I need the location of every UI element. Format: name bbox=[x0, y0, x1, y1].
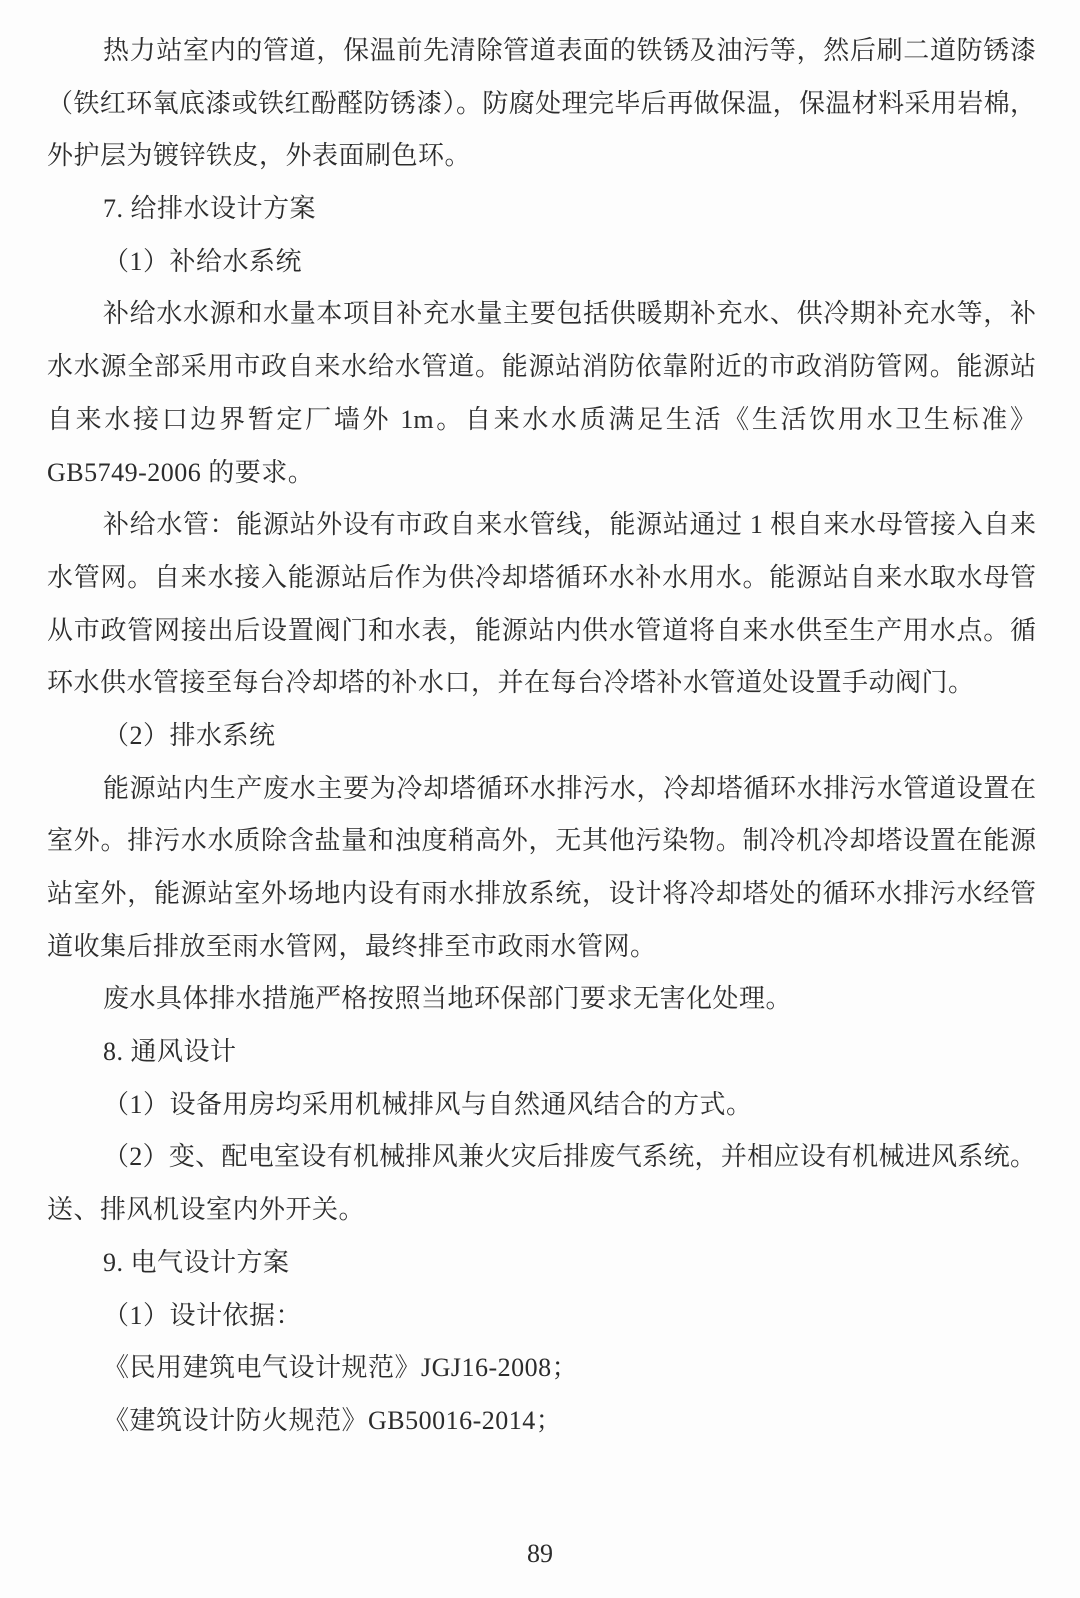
document-line: 外护层为镀锌铁皮，外表面刷色环。 bbox=[47, 141, 472, 171]
document-line: 自来水接口边界暂定厂墙外 1m。自来水水质满足生活《生活饮用水卫生标准》 bbox=[47, 404, 1036, 434]
document-line: 水管网。自来水接入能源站后作为供冷却塔循环水补水用水。能源站自来水取水母管 bbox=[47, 562, 1036, 592]
subsection-heading-makeup-water-system: （1）补给水系统 bbox=[103, 246, 303, 276]
document-line: 热力站室内的管道，保温前先清除管道表面的铁锈及油污等，然后刷二道防锈漆 bbox=[103, 36, 1036, 65]
reference-standard-jgj16: 《民用建筑电气设计规范》JGJ16-2008； bbox=[103, 1353, 579, 1383]
page-number: 89 bbox=[527, 1539, 553, 1568]
section-heading-ventilation: 8. 通风设计 bbox=[103, 1037, 237, 1067]
document-line: （铁红环氧底漆或铁红酚醛防锈漆）。防腐处理完毕后再做保温，保温材料采用岩棉， bbox=[47, 88, 1036, 118]
section-heading-electrical: 9. 电气设计方案 bbox=[103, 1247, 290, 1277]
reference-standard-gb50016: 《建筑设计防火规范》GB50016-2014； bbox=[103, 1405, 563, 1435]
document-line: 送、排风机设室内外开关。 bbox=[47, 1195, 366, 1225]
subsection-heading-drainage-system: （2）排水系统 bbox=[103, 720, 276, 750]
document-line: 补给水管：能源站外设有市政自来水管线，能源站通过 1 根自来水母管接入自来 bbox=[103, 510, 1036, 540]
document-line: （1）设备用房均采用机械排风与自然通风结合的方式。 bbox=[103, 1089, 753, 1119]
document-line: 水水源全部采用市政自来水给水管道。能源站消防依靠附近的市政消防管网。能源站 bbox=[47, 352, 1036, 382]
document-line: （2）变、配电室设有机械排风兼火灾后排废气系统，并相应设有机械进风系统。 bbox=[103, 1142, 1036, 1172]
document-line: 道收集后排放至雨水管网，最终排至市政雨水管网。 bbox=[47, 931, 657, 961]
document-line: 能源站内生产废水主要为冷却塔循环水排污水，冷却塔循环水排污水管道设置在 bbox=[103, 773, 1036, 803]
document-line: 站室外，能源站室外场地内设有雨水排放系统，设计将冷却塔处的循环水排污水经管 bbox=[47, 879, 1036, 908]
document-line: 补给水水源和水量本项目补充水量主要包括供暖期补充水、供冷期补充水等，补 bbox=[103, 299, 1036, 329]
document-line: 环水供水管接至每台冷却塔的补水口，并在每台冷塔补水管道处设置手动阀门。 bbox=[47, 668, 975, 698]
document-line: 废水具体排水措施严格按照当地环保部门要求无害化处理。 bbox=[103, 984, 793, 1014]
subsection-heading-design-basis: （1）设计依据： bbox=[103, 1300, 303, 1330]
section-heading-water-supply-drainage: 7. 给排水设计方案 bbox=[103, 194, 317, 224]
document-line: 从市政管网接出后设置阀门和水表，能源站内供水管道将自来水供至生产用水点。循 bbox=[47, 615, 1036, 645]
document-line: GB5749-2006 的要求。 bbox=[47, 457, 315, 487]
document-content bbox=[47, 25, 1036, 1448]
document-line: 室外。排污水水质除含盐量和浊度稍高外，无其他污染物。制冷机冷却塔设置在能源 bbox=[47, 826, 1036, 856]
